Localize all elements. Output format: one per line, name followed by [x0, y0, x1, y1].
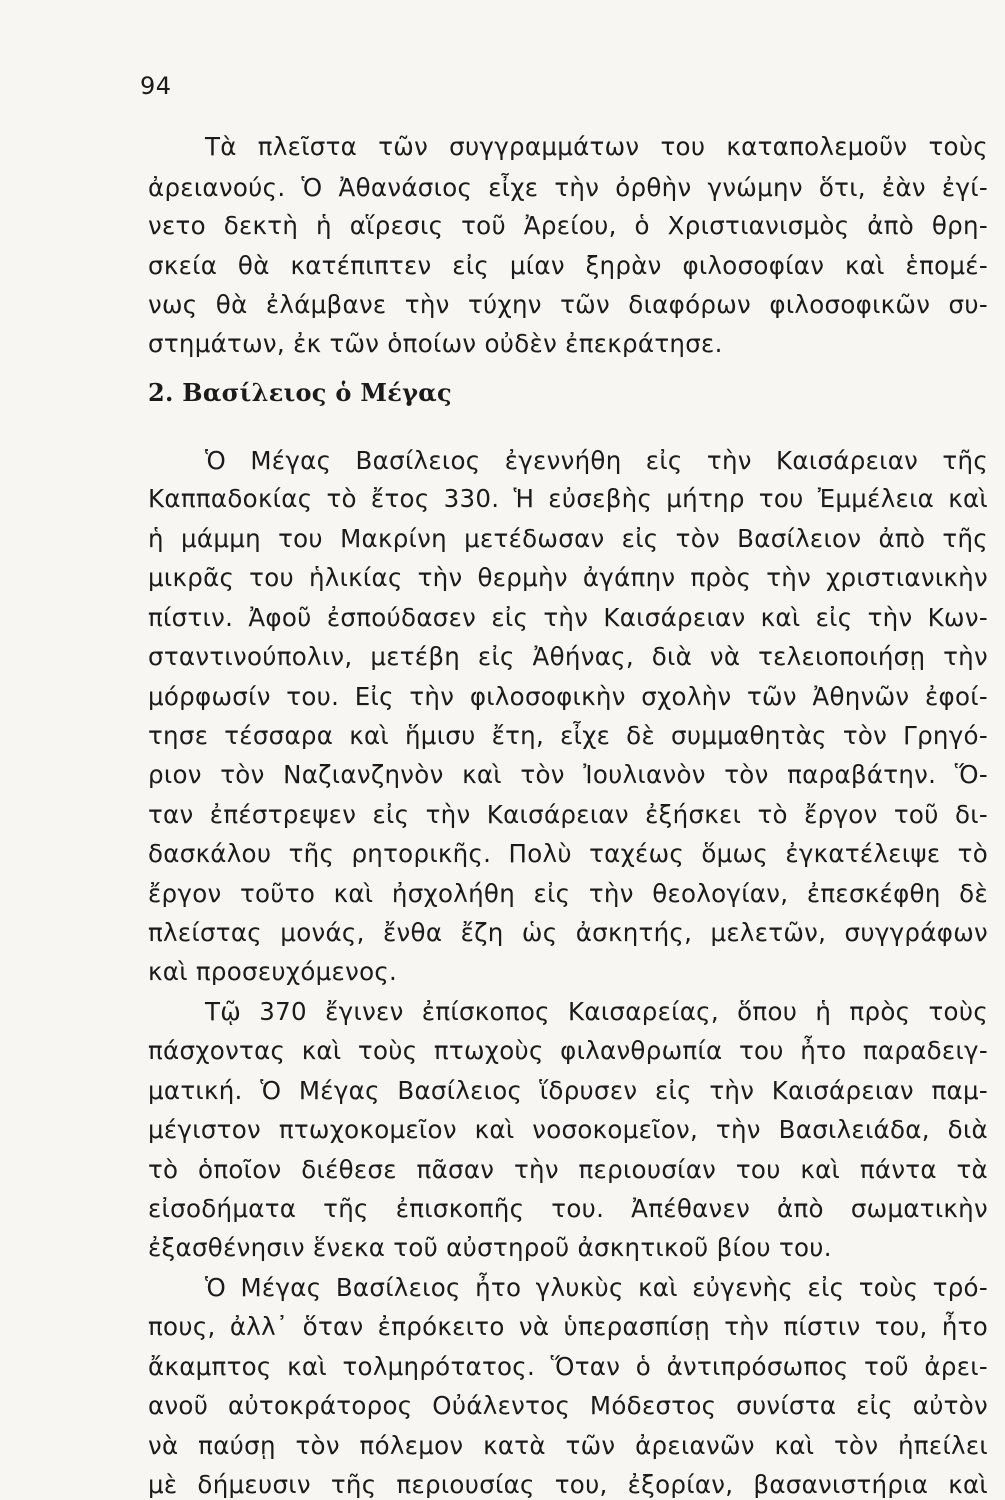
- paragraph-2-line-14: καὶ προσευχόμενος.: [148, 957, 398, 987]
- paragraph-4-line-3: ἄκαμπτος καὶ τολμηρότατος. Ὅταν ὁ ἀντιπρόσωπος τοῦ ἀρει-: [148, 1351, 988, 1381]
- paragraph-4-line-5: νὰ παύσῃ τὸν πόλεμον κατὰ τῶν ἀρειανῶν καὶ τὸν ἠπείλει: [148, 1430, 988, 1460]
- paragraph-4-line-6: μὲ δήμευσιν τῆς περιουσίας του, ἐξορίαν, βασανιστήρια καὶ: [148, 1470, 988, 1499]
- paragraph-1-line-1: Τὰ πλεῖστα τῶν συγγραμμάτων του καταπολεμοῦν τοὺς: [205, 132, 988, 162]
- paragraph-2-line-3: ἡ μάμμη του Μακρίνη μετέδωσαν εἰς τὸν Βασίλειον ἀπὸ τῆς: [148, 523, 988, 553]
- paragraph-2-line-11: δασκάλου τῆς ρητορικῆς. Πολὺ ταχέως ὅμως ἐγκατέλειψε τὸ: [148, 839, 988, 869]
- paragraph-2-line-8: τησε τέσσαρα καὶ ἥμισυ ἔτη, εἶχε δὲ συμμαθητὰς τὸν Γρηγό-: [148, 720, 988, 750]
- paragraph-1-line-6: στημάτων, ἐκ τῶν ὁποίων οὐδὲν ἐπεκράτησε.: [148, 328, 723, 358]
- section-heading: 2. Βασίλειος ὁ Μέγας: [148, 378, 452, 407]
- paragraph-3-line-6: εἰσοδήματα τῆς ἐπισκοπῆς του. Ἀπέθανεν ἀπὸ σωματικὴν: [148, 1194, 988, 1224]
- paragraph-3-line-2: πάσχοντας καὶ τοὺς πτωχοὺς φιλανθρωπία του ἦτο παραδειγ-: [148, 1036, 988, 1066]
- paragraph-3-line-1: Τῷ 370 ἔγινεν ἐπίσκοπος Καισαρείας, ὅπου ἡ πρὸς τοὺς: [205, 996, 988, 1026]
- paragraph-2-line-2: Καππαδοκίας τὸ ἔτος 330. Ἡ εὐσεβὴς μήτηρ του Ἐμμέλεια καὶ: [148, 484, 988, 514]
- paragraph-2-line-9: ριον τὸν Ναζιανζηνὸν καὶ τὸν Ἰουλιανὸν τὸν παραβάτην. Ὅ-: [148, 760, 988, 790]
- paragraph-3-line-7: ἐξασθένησιν ἕνεκα τοῦ αὐστηροῦ ἀσκητικοῦ βίου του.: [148, 1233, 832, 1263]
- paragraph-2-line-1: Ὁ Μέγας Βασίλειος ἐγεννήθη εἰς τὴν Καισάρειαν τῆς: [205, 445, 988, 475]
- paragraph-2-line-5: πίστιν. Ἀφοῦ ἐσπούδασεν εἰς τὴν Καισάρειαν καὶ εἰς τὴν Κων-: [148, 602, 988, 632]
- paragraph-2-line-12: ἔργον τοῦτο καὶ ἠσχολήθη εἰς τὴν θεολογίαν, ἐπεσκέφθη δὲ: [148, 878, 988, 908]
- paragraph-2-line-4: μικρᾶς του ἡλικίας τὴν θερμὴν ἀγάπην πρὸς τὴν χριστιανικὴν: [148, 563, 988, 593]
- paragraph-2-line-10: ταν ἐπέστρεψεν εἰς τὴν Καισάρειαν ἐξήσκει τὸ ἔργον τοῦ δι-: [148, 799, 988, 829]
- paragraph-4-line-4: ανοῦ αὐτοκράτορος Οὐάλεντος Μόδεστος συνίστα εἰς αὐτὸν: [148, 1391, 988, 1421]
- paragraph-2-line-7: μόρφωσίν του. Εἰς τὴν φιλοσοφικὴν σχολὴν τῶν Ἀθηνῶν ἐφοί-: [148, 681, 988, 711]
- paragraph-4-line-1: Ὁ Μέγας Βασίλειος ἦτο γλυκὺς καὶ εὐγενὴς εἰς τοὺς τρό-: [205, 1272, 988, 1302]
- paragraph-1-line-2: ἀρειανούς. Ὁ Ἀθανάσιος εἶχε τὴν ὀρθὴν γνώμην ὅτι, ἐὰν ἐγί-: [148, 172, 988, 202]
- paragraph-1-line-4: σκεία θὰ κατέπιπτεν εἰς μίαν ξηρὰν φιλοσοφίαν καὶ ἑπομέ-: [148, 250, 988, 280]
- paragraph-1-line-3: νετο δεκτὴ ἡ αἵρεσις τοῦ Ἀρείου, ὁ Χριστιανισμὸς ἀπὸ θρη-: [148, 211, 988, 241]
- paragraph-3-line-4: μέγιστον πτωχοκομεῖον καὶ νοσοκομεῖον, τὴν Βασιλειάδα, διὰ: [148, 1115, 988, 1145]
- paragraph-3-line-5: τὸ ὁποῖον διέθεσε πᾶσαν τὴν περιουσίαν του καὶ πάντα τὰ: [148, 1154, 988, 1184]
- paragraph-3-line-3: ματική. Ὁ Μέγας Βασίλειος ἵδρυσεν εἰς τὴν Καισάρειαν παμ-: [148, 1075, 988, 1105]
- paragraph-2-line-13: πλείστας μονάς, ἔνθα ἔζη ὡς ἀσκητής, μελετῶν, συγγράφων: [148, 918, 988, 948]
- paragraph-2-line-6: σταντινούπολιν, μετέβη εἰς Ἀθήνας, διὰ νὰ τελειοποιήσῃ τὴν: [148, 642, 988, 672]
- paragraph-4-line-2: πους, ἀλλ᾽ ὅταν ἐπρόκειτο νὰ ὑπερασπίσῃ τὴν πίστιν του, ἦτο: [148, 1312, 988, 1342]
- paragraph-1-line-5: νως θὰ ἐλάμβανε τὴν τύχην τῶν διαφόρων φιλοσοφικῶν συ-: [148, 290, 988, 320]
- page-number: 94: [140, 72, 172, 100]
